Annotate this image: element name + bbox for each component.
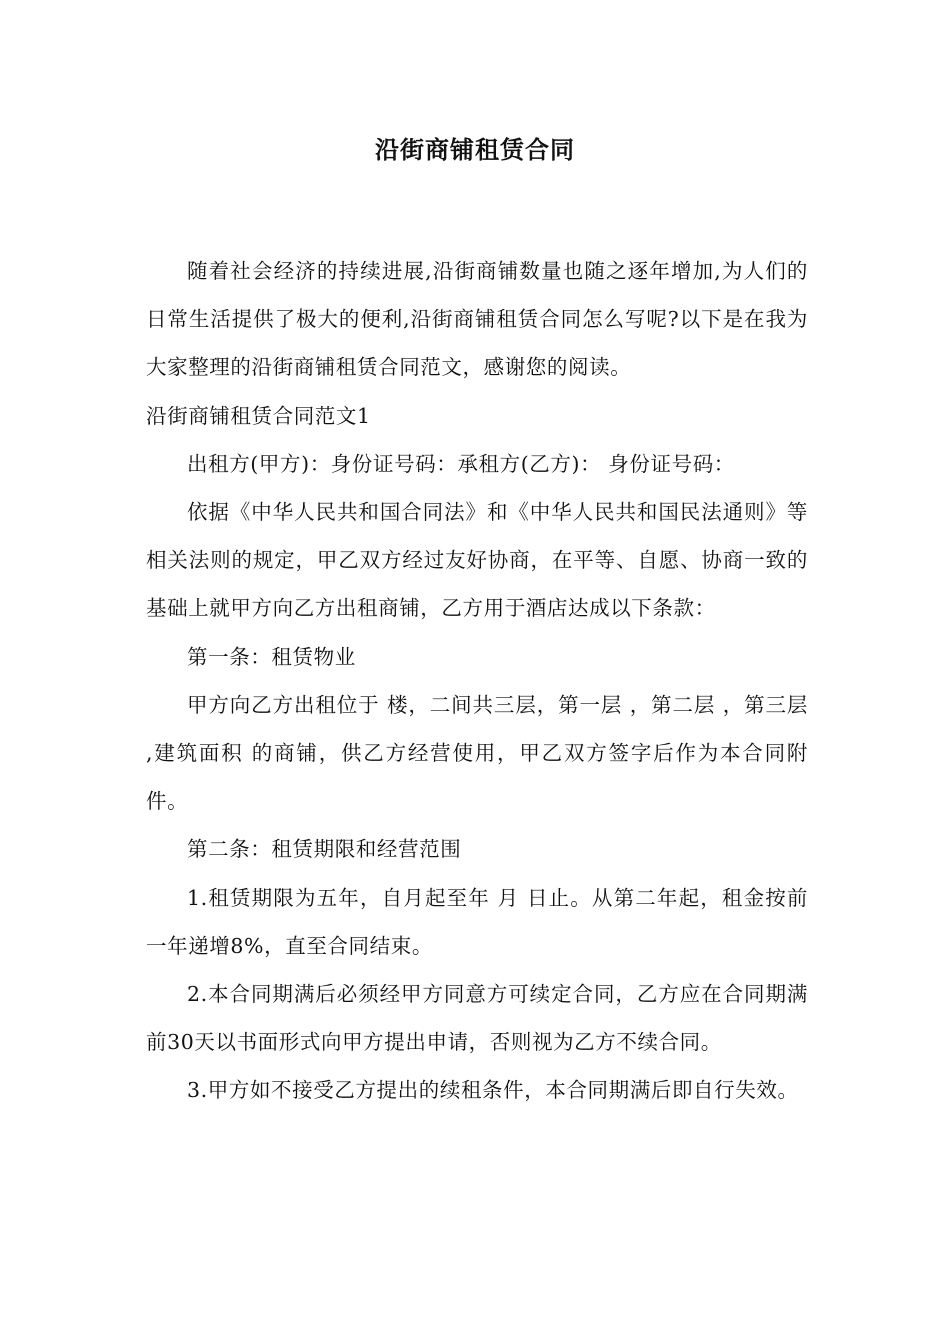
paragraph-article-2-heading: 第二条：租赁期限和经营范围 <box>187 837 462 862</box>
paragraph-parties: 出租方(甲方)：身份证号码：承租方(乙方)： 身份证号码： <box>187 451 735 476</box>
paragraph-intro: 随着社会经济的持续进展,沿街商铺数量也随之逐年增加,为人们的日常生活提供了极大的便利,沿街商铺租赁合同怎么写呢?以下是在我为大家整理的沿街商铺租赁合同范文，感谢您的阅读。 <box>146 259 808 380</box>
paragraph-article-2-item-3: 3.甲方如不接受乙方提出的续租条件，本合同期满后即自行失效。 <box>187 1078 799 1103</box>
document-body <box>146 247 808 1115</box>
paragraph-legal-basis: 依据《中华人民共和国合同法》和《中华人民共和国民法通则》等相关法则的规定，甲乙双方经过友好协商，在平等、自愿、协商一致的基础上就甲方向乙方出租商铺，乙方用于酒店达成以下条款： <box>146 500 808 621</box>
paragraph-article-2-item-1: 1.租赁期限为五年，自月起至年 月 日止。从第二年起，租金按前一年递增8%，直至合同结束。 <box>146 885 808 958</box>
paragraph-article-2-item-2: 2.本合同期满后必须经甲方同意方可续定合同，乙方应在合同期满前30天以书面形式向甲方提出申请，否则视为乙方不续合同。 <box>146 982 808 1055</box>
paragraph-article-1-heading: 第一条：租赁物业 <box>187 644 356 669</box>
paragraph-sample-heading: 沿街商铺租赁合同范文1 <box>146 403 371 428</box>
document-title: 沿街商铺租赁合同 <box>375 136 575 164</box>
paragraph-article-1-body: 甲方向乙方出租位于 楼，二间共三层，第一层 ，第二层 ，第三层 ,建筑面积 的商铺，供乙方经营使用，甲乙双方签字后作为本合同附件。 <box>146 692 808 814</box>
